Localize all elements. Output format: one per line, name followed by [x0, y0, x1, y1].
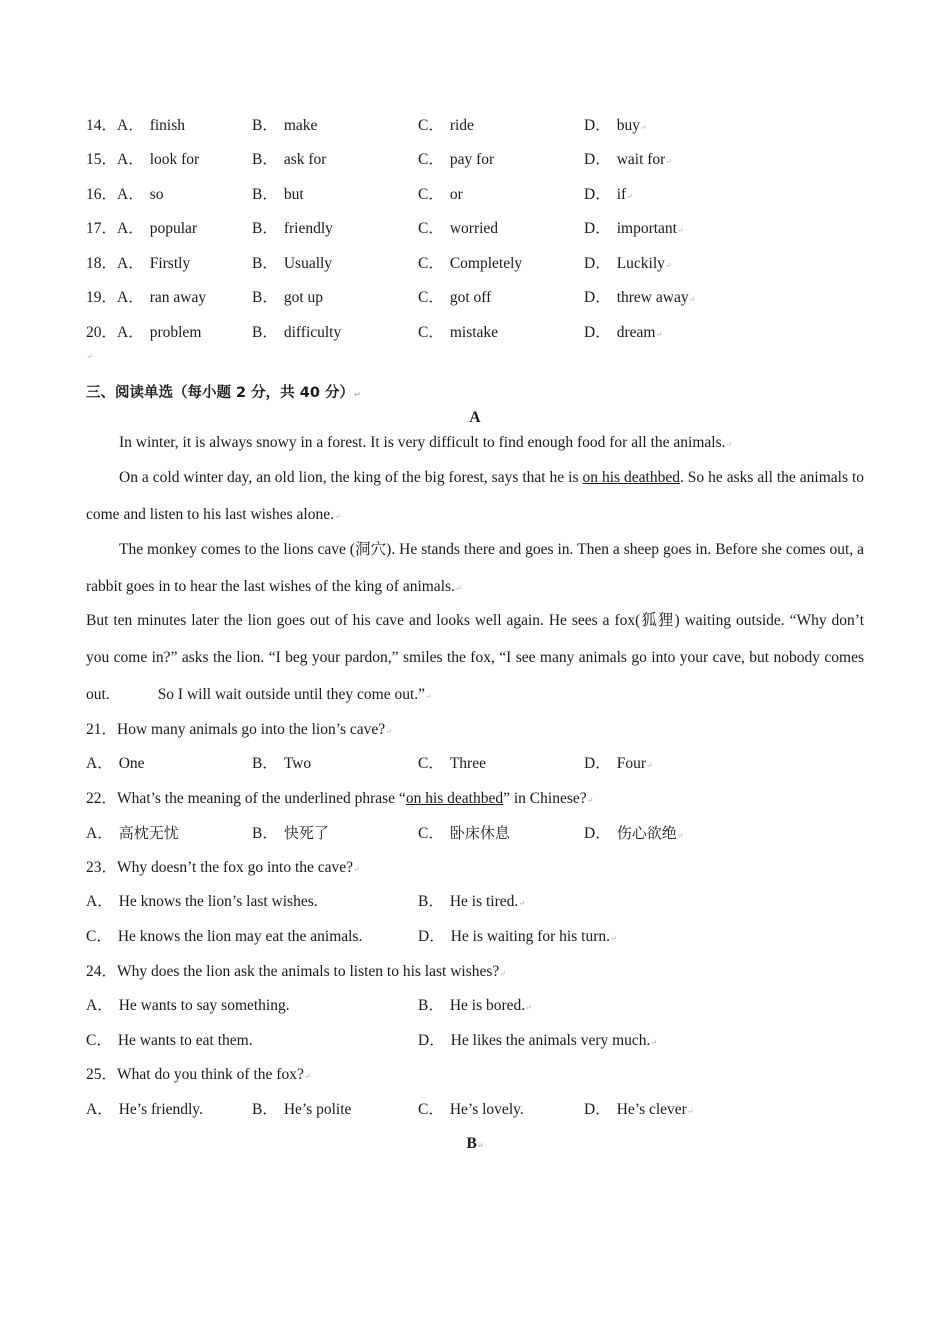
option-letter: C． [418, 117, 444, 134]
option-text: or [449, 186, 463, 203]
option-text: Three [449, 755, 486, 772]
option-text: ran away [149, 289, 207, 306]
option-text: He wants to eat them. [117, 1032, 253, 1049]
paragraph-mark: ↵ [688, 295, 696, 304]
option-letter: D． [584, 324, 611, 341]
option-letter: A． [117, 289, 144, 306]
option-text: Completely [449, 255, 523, 272]
option-text: popular [149, 220, 198, 237]
option-text: friendly [283, 220, 333, 237]
option-letter: B． [252, 186, 278, 203]
option-text: worried [449, 220, 499, 237]
underlined-phrase: on his deathbed [405, 790, 504, 807]
question-number: 14． [86, 117, 118, 134]
option-text: 伤心欲绝 [616, 824, 677, 842]
option-letter: B． [418, 893, 444, 910]
question-number: 19． [86, 289, 118, 306]
option-letter: A． [86, 1101, 113, 1118]
cloze-question-row [86, 287, 866, 309]
option-letter: D． [584, 220, 611, 237]
cloze-question-row [86, 149, 866, 171]
option-text: important [616, 220, 677, 237]
question-number: 16． [86, 186, 118, 203]
paragraph-mark: ↵ [86, 352, 93, 361]
option-text: got up [283, 289, 324, 306]
option-text: make [283, 117, 318, 134]
paragraph-mark: ↵ [626, 192, 633, 201]
option-text: buy [616, 117, 640, 134]
option-letter: B． [252, 151, 278, 168]
cloze-question-row [86, 184, 866, 206]
cloze-question-row [86, 218, 866, 240]
paragraph-mark: ↵ [676, 226, 684, 235]
option-text: problem [149, 324, 202, 341]
option-text: wait for [616, 151, 666, 168]
option-letter: D． [584, 755, 611, 772]
option-row [86, 995, 866, 1017]
option-letter: C． [418, 755, 444, 772]
option-text: 快死了 [283, 824, 329, 842]
paragraph-mark: ↵ [353, 390, 361, 399]
option-letter: D． [418, 928, 445, 945]
option-letter: B． [252, 1101, 278, 1118]
option-letter: C． [418, 186, 444, 203]
option-letter: A． [86, 997, 113, 1014]
option-text: but [283, 186, 304, 203]
option-text: Four [616, 755, 646, 772]
option-letter: A． [117, 255, 144, 272]
paragraph-mark: ↵ [686, 1107, 694, 1116]
paragraph-mark: ↵ [454, 584, 462, 593]
option-letter: A． [117, 151, 144, 168]
option-letter: C． [418, 151, 444, 168]
option-text: Firstly [149, 255, 191, 272]
paragraph-mark: ↵ [476, 1141, 484, 1150]
option-row [86, 891, 866, 913]
option-letter: D． [418, 1032, 445, 1049]
option-text: He’s friendly. [118, 1101, 203, 1118]
option-letter: B． [252, 825, 278, 842]
paragraph-mark: ↵ [665, 157, 673, 166]
question-stem: 25．What do you think of the fox?↵ [86, 1066, 311, 1083]
option-text: look for [149, 151, 200, 168]
option-letter: C． [86, 1032, 112, 1049]
option-letter: D． [584, 255, 611, 272]
option-letter: A． [117, 117, 144, 134]
option-letter: D． [584, 117, 611, 134]
paragraph-mark: ↵ [525, 1003, 532, 1012]
option-letter: A． [117, 220, 144, 237]
option-text: 高枕无忧 [118, 824, 179, 842]
paragraph-mark: ↵ [725, 440, 733, 449]
cloze-question-row [86, 115, 866, 137]
paragraph-mark: ↵ [650, 1038, 658, 1047]
option-letter: B． [418, 997, 444, 1014]
option-text: Two [283, 755, 312, 772]
option-text: pay for [449, 151, 495, 168]
option-text: He is waiting for his turn. [450, 928, 610, 945]
option-row [86, 822, 866, 844]
option-text: ask for [283, 151, 327, 168]
option-text: One [118, 755, 145, 772]
option-row [86, 1030, 866, 1052]
paragraph-mark: ↵ [655, 330, 663, 339]
question-number: 18． [86, 255, 118, 272]
passage-paragraph: The monkey comes to the lions cave (洞穴). He stands there and goes in. Then a sheep goes in. Before she comes out, a rabbit goes in to hear the last wishes of the king of animals.↵ [86, 541, 864, 595]
cloze-question-row [86, 253, 866, 275]
paragraph-mark: ↵ [639, 123, 647, 132]
option-letter: B． [252, 324, 278, 341]
option-text: if [616, 186, 627, 203]
passage-paragraph: In winter, it is always snowy in a forest. It is very difficult to find enough food for all the animals.↵ [119, 434, 733, 451]
option-text: He’s lovely. [449, 1101, 524, 1118]
question-stem: 21．How many animals go into the lion’s cave?↵ [86, 721, 392, 738]
paragraph-mark: ↵ [586, 796, 594, 805]
option-letter: A． [86, 825, 113, 842]
section-heading: 三、阅读单选（每小题 2 分，共 40 分）↵ [86, 385, 361, 401]
option-letter: B． [252, 220, 278, 237]
option-letter: B． [252, 289, 278, 306]
option-letter: A． [86, 893, 113, 910]
passage-label: B↵ [466, 1135, 484, 1152]
option-letter: C． [418, 289, 444, 306]
option-letter: C． [418, 324, 444, 341]
option-letter: C． [86, 928, 112, 945]
option-letter: A． [117, 186, 144, 203]
question-number: 17． [86, 220, 118, 237]
paragraph-mark: ↵ [676, 831, 684, 840]
option-text: He knows the lion may eat the animals. [117, 928, 363, 945]
paragraph-mark: ↵ [425, 692, 432, 701]
option-letter: A． [86, 755, 113, 772]
option-letter: B． [252, 117, 278, 134]
paragraph-mark: ↵ [646, 761, 653, 770]
question-stem: 24．Why does the lion ask the animals to listen to his last wishes?↵ [86, 963, 506, 980]
option-text: mistake [449, 324, 499, 341]
option-letter: D． [584, 1101, 611, 1118]
option-text: 卧床休息 [449, 824, 510, 842]
paragraph-mark: ↵ [303, 1072, 311, 1081]
paragraph-mark: ↵ [499, 969, 506, 978]
paragraph-mark: ↵ [353, 865, 360, 874]
option-text: He likes the animals very much. [450, 1032, 651, 1049]
option-text: Usually [283, 255, 333, 272]
question-stem: 23．Why doesn’t the fox go into the cave?↵ [86, 859, 360, 876]
option-text: Luckily [616, 255, 665, 272]
paragraph-mark: ↵ [518, 899, 525, 908]
option-letter: D． [584, 289, 611, 306]
paragraph-mark: ↵ [664, 261, 672, 270]
option-letter: D． [584, 825, 611, 842]
option-letter: C． [418, 255, 444, 272]
question-number: 15． [86, 151, 118, 168]
passage-paragraph: But ten minutes later the lion goes out of his cave and looks well again. He sees a fox(狐狸) waiting outside. “Why don’t you come in?” asks the lion. “I beg your pardon,” smiles the fox, “I see many animals go into your cave, but nobody comes out. So I will wait outside until they come out.”↵ [86, 612, 864, 703]
option-text: difficulty [283, 324, 342, 341]
option-letter: D． [584, 151, 611, 168]
option-text: threw away [616, 289, 689, 306]
option-row [86, 753, 866, 775]
paragraph-mark: ↵ [333, 512, 341, 521]
option-letter: D． [584, 186, 611, 203]
option-letter: C． [418, 220, 444, 237]
option-text: He wants to say something. [118, 997, 290, 1014]
underlined-phrase: on his deathbed [582, 469, 680, 486]
passage-paragraph: On a cold winter day, an old lion, the king of the big forest, says that he is on his deathbed. So he asks all the animals to come and listen to his last wishes alone.↵ [86, 469, 865, 523]
option-text: so [149, 186, 164, 203]
passage-label: A [469, 409, 481, 426]
option-text: ride [449, 117, 474, 134]
cloze-question-row [86, 322, 866, 344]
option-text: He is bored. [449, 997, 526, 1014]
option-letter: B． [252, 755, 278, 772]
option-text: He is tired. [449, 893, 519, 910]
option-row [86, 1099, 866, 1121]
empty-paragraph [86, 348, 866, 362]
paragraph-mark: ↵ [610, 934, 617, 943]
option-letter: A． [117, 324, 144, 341]
option-letter: C． [418, 1101, 444, 1118]
option-text: got off [449, 289, 492, 306]
option-text: He’s clever [616, 1101, 687, 1118]
option-text: He knows the lion’s last wishes. [118, 893, 318, 910]
option-letter: B． [252, 255, 278, 272]
question-stem: 22．What’s the meaning of the underlined phrase “on his deathbed” in Chinese?↵ [86, 790, 594, 807]
option-row [86, 926, 866, 948]
option-text: dream [616, 324, 656, 341]
paragraph-mark: ↵ [385, 727, 392, 736]
option-letter: C． [418, 825, 444, 842]
question-number: 20． [86, 324, 118, 341]
option-text: He’s polite [283, 1101, 352, 1118]
option-text: finish [149, 117, 186, 134]
